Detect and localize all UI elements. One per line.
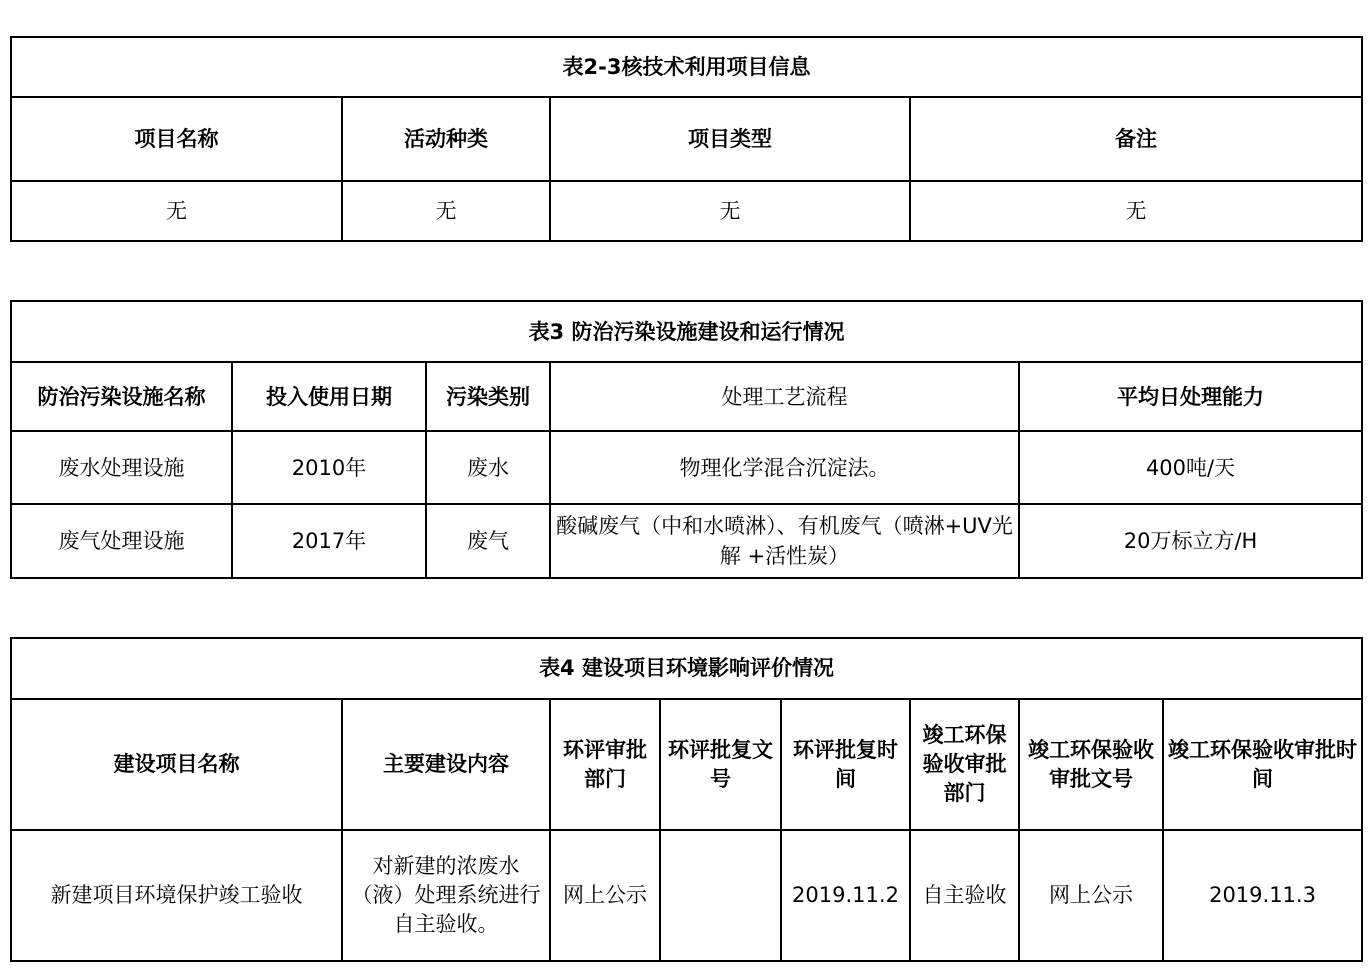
table-cell: 废气处理设施 <box>11 504 232 578</box>
table-cell: 无 <box>910 181 1362 241</box>
table-cell: 无 <box>342 181 550 241</box>
column-header: 防治污染设施名称 <box>11 362 232 431</box>
table-cell <box>660 830 781 961</box>
column-header: 环评批复时间 <box>781 699 910 830</box>
table-cell: 20万标立方/H <box>1019 504 1362 578</box>
table-eia-status <box>10 637 1363 962</box>
column-header: 备注 <box>910 97 1362 181</box>
table-cell: 网上公示 <box>1019 830 1163 961</box>
table-title: 表2-3核技术利用项目信息 <box>11 37 1362 97</box>
column-header: 环评批复文号 <box>660 699 781 830</box>
table-cell: 2019.11.2 <box>781 830 910 961</box>
column-header: 主要建设内容 <box>342 699 550 830</box>
column-header: 污染类别 <box>426 362 550 431</box>
table-cell: 自主验收 <box>910 830 1019 961</box>
table-cell: 物理化学混合沉淀法。 <box>550 431 1019 504</box>
table-pollution-facilities <box>10 300 1363 579</box>
table-cell: 对新建的浓废水（液）处理系统进行自主验收。 <box>342 830 550 961</box>
table-cell: 2017年 <box>232 504 426 578</box>
table-cell: 无 <box>550 181 910 241</box>
table-cell: 新建项目环境保护竣工验收 <box>11 830 342 961</box>
column-header: 处理工艺流程 <box>550 362 1019 431</box>
column-header: 投入使用日期 <box>232 362 426 431</box>
table-cell: 2019.11.3 <box>1163 830 1362 961</box>
column-header: 环评审批部门 <box>550 699 660 830</box>
table-cell: 400吨/天 <box>1019 431 1362 504</box>
table-cell: 网上公示 <box>550 830 660 961</box>
table-cell: 2010年 <box>232 431 426 504</box>
column-header: 活动种类 <box>342 97 550 181</box>
column-header: 竣工环保验收审批时间 <box>1163 699 1362 830</box>
table-cell: 废水 <box>426 431 550 504</box>
column-header: 竣工环保验收审批部门 <box>910 699 1019 830</box>
column-header: 平均日处理能力 <box>1019 362 1362 431</box>
table-nuclear-tech-info <box>10 36 1363 242</box>
table-title: 表3 防治污染设施建设和运行情况 <box>11 301 1362 362</box>
column-header: 建设项目名称 <box>11 699 342 830</box>
column-header: 项目类型 <box>550 97 910 181</box>
column-header: 竣工环保验收审批文号 <box>1019 699 1163 830</box>
table-cell: 无 <box>11 181 342 241</box>
table-title: 表4 建设项目环境影响评价情况 <box>11 638 1362 699</box>
table-cell: 酸碱废气（中和水喷淋）、有机废气（喷淋+UV光解 +活性炭） <box>550 504 1019 578</box>
column-header: 项目名称 <box>11 97 342 181</box>
table-cell: 废水处理设施 <box>11 431 232 504</box>
table-cell: 废气 <box>426 504 550 578</box>
